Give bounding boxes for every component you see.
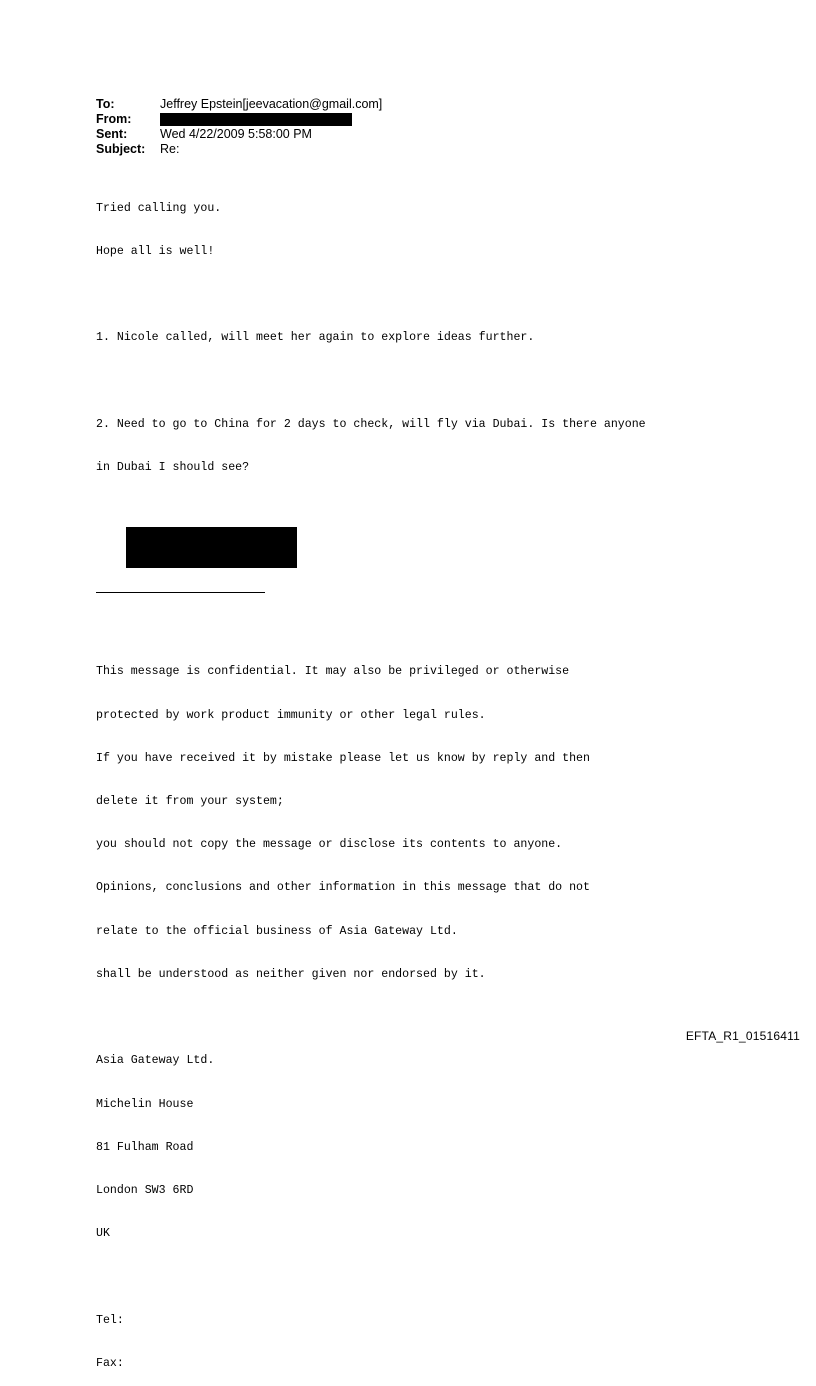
disclaimer-line: shall be understood as neither given nor endorsed by it. <box>96 967 486 981</box>
tel-label: Tel: <box>96 1313 124 1327</box>
point-two-line: 2. Need to go to China for 2 days to check, will fly via Dubai. Is there anyone <box>96 417 646 431</box>
address-line: UK <box>96 1227 110 1241</box>
sent-label: Sent: <box>96 127 128 141</box>
to-value: Jeffrey Epstein[jeevacation@gmail.com] <box>160 97 383 111</box>
disclaimer-line: This message is confidential. It may also be privileged or otherwise <box>96 665 570 679</box>
disclaimer-line: delete it from your system; <box>96 795 284 808</box>
contact-redaction <box>126 527 297 568</box>
point-two-line: in Dubai I should see? <box>96 461 250 475</box>
fax-label: Fax: <box>96 1356 124 1370</box>
greeting-line: Tried calling you. <box>96 201 222 215</box>
subject-value: Re: <box>160 142 180 156</box>
signature-divider <box>96 592 265 593</box>
from-label: From: <box>96 112 132 126</box>
address-line: Asia Gateway Ltd. <box>96 1054 215 1068</box>
email-body <box>96 173 646 1386</box>
disclaimer-line: protected by work product immunity or other legal rules. <box>96 708 486 722</box>
point-one: 1. Nicole called, will meet her again to explore ideas further. <box>96 331 535 345</box>
subject-label: Subject: <box>96 142 146 156</box>
from-redaction <box>160 113 352 126</box>
greeting-line: Hope all is well! <box>96 245 215 259</box>
sent-value: Wed 4/22/2009 5:58:00 PM <box>160 127 312 141</box>
address-line: 81 Fulham Road <box>96 1140 194 1154</box>
disclaimer-line: Opinions, conclusions and other information in this message that do not <box>96 881 590 895</box>
address-line: London SW3 6RD <box>96 1183 194 1197</box>
to-label: To: <box>96 97 115 111</box>
disclaimer-line: relate to the official business of Asia Gateway Ltd. <box>96 924 458 938</box>
disclaimer-line: If you have received it by mistake please let us know by reply and then <box>96 751 590 765</box>
document-id: EFTA_R1_01516411 <box>685 1029 800 1043</box>
address-line: Michelin House <box>96 1097 194 1111</box>
disclaimer-line: you should not copy the message or disclose its contents to anyone. <box>96 838 563 852</box>
